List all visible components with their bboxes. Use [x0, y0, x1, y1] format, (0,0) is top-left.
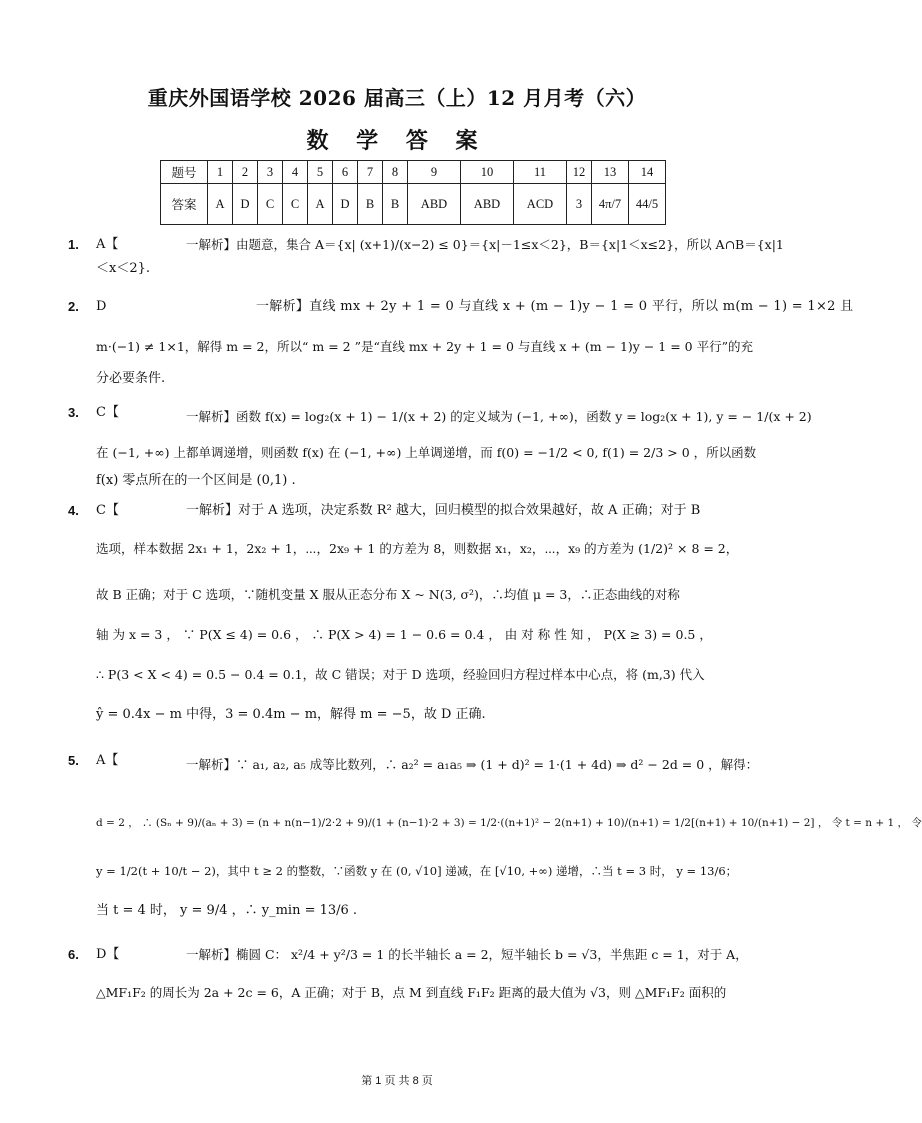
item-answer: A【 [96, 753, 119, 768]
question-number: 1 [208, 161, 233, 184]
question-number: 10 [461, 161, 514, 184]
question-number: 8 [383, 161, 408, 184]
solution-item-3 [68, 402, 812, 492]
question-number: 5 [308, 161, 333, 184]
solution-line: ŷ = 0.4x − m 中得，3 = 0.4m − m，解得 m = −5，故 D 正确. [96, 707, 486, 722]
answer-cell: C [283, 184, 308, 225]
answer-cell: 44/5 [629, 184, 666, 225]
item-answer: C【 [96, 405, 119, 420]
solution-line: d = 2 ， ∴ (Sₙ + 9)/(aₙ + 3) = (n + n(n−1)/2·2 + 9)/(1 + (n−1)·2 + 3) = 1/2·((n+1)² − 2(n+1) + 10)/(n+1) = 1/2[(n+1) + 10/(n+1) − 2] ， 令 t = n + 1 ， 令 [96, 817, 922, 829]
solution-line: 一解析】函数 f(x) = log₂(x + 1) − 1/(x + 2) 的定义域为 (−1, +∞)，函数 y = log₂(x + 1), y = − 1/(x + 2) [186, 409, 812, 424]
solution-line: 一解析】由题意，集合 A＝{x| (x+1)/(x−2) ≤ 0}＝{x|－1≤x＜2}，B＝{x|1＜x≤2}，所以 A∩B＝{x|1 [186, 237, 784, 252]
solution-line: 一解析】∵ a₁, a₂, a₅ 成等比数列，∴ a₂² = a₁a₅ ⇒ (1 + d)² = 1·(1 + 4d) ⇒ d² − 2d = 0 ，解得： [186, 757, 759, 772]
solution-item-1 [68, 234, 784, 284]
page-subtitle: 数 学 答 案 [306, 128, 488, 154]
answer-cell: B [358, 184, 383, 225]
answer-cell: A [208, 184, 233, 225]
answer-cell: D [233, 184, 258, 225]
solution-line: y = 1/2(t + 10/t − 2)，其中 t ≥ 2 的整数，∵函数 y 在 (0, √10] 递减，在 [√10, +∞) 递增，∴当 t = 3 时， y = 13/6； [96, 864, 738, 878]
solution-item-6 [68, 944, 748, 1044]
page-title: 重庆外国语学校 2026 届高三（上）12 月月考（六） [147, 86, 647, 110]
answer-cell: A [308, 184, 333, 225]
answer-table-number-row [161, 161, 666, 184]
item-number: 3. [68, 405, 79, 420]
solution-line: 轴 为 x = 3 ， ∵ P(X ≤ 4) = 0.6 ， ∴ P(X > 4) = 1 − 0.6 = 0.4 ， 由 对 称 性 知 ， P(X ≥ 3) = 0.5 ， [96, 627, 712, 642]
question-number: 4 [283, 161, 308, 184]
item-number: 4. [68, 503, 79, 518]
solution-item-4 [68, 500, 739, 740]
answer-cell: D [333, 184, 358, 225]
item-answer: D [96, 299, 107, 314]
item-number: 2. [68, 299, 79, 314]
answer-table [160, 160, 666, 225]
solution-line: 一解析】椭圆 C： x²/4 + y²/3 = 1 的长半轴长 a = 2，短半轴长 b = √3，半焦距 c = 1，对于 A， [186, 947, 748, 962]
solution-line: 分必要条件. [96, 371, 166, 386]
solution-line: m·(−1) ≠ 1×1，解得 m = 2，所以“ m = 2 ”是“直线 mx + 2y + 1 = 0 与直线 x + (m − 1)y − 1 = 0 平行”的充 [96, 339, 753, 354]
question-number: 11 [514, 161, 567, 184]
solution-line: 当 t = 4 时， y = 9/4 ，∴ y_min = 13/6 . [96, 903, 358, 918]
item-answer: A【 [96, 237, 119, 252]
solution-line: 选项，样本数据 2x₁ + 1，2x₂ + 1，⋯，2x₉ + 1 的方差为 8，则数据 x₁，x₂，⋯，x₉ 的方差为 (1/2)² × 8 = 2， [96, 541, 739, 556]
solution-line: 一解析】直线 mx + 2y + 1 = 0 与直线 x + (m − 1)y − 1 = 0 平行，所以 m(m − 1) = 1×2 且 [256, 299, 854, 314]
answer-cell: 3 [567, 184, 592, 225]
item-answer: C【 [96, 503, 119, 518]
question-number: 3 [258, 161, 283, 184]
solution-line: 故 B 正确；对于 C 选项，∵随机变量 X 服从正态分布 X ~ N(3, σ²)，∴均值 μ = 3，∴正态曲线的对称 [96, 587, 680, 602]
answer-cell: B [383, 184, 408, 225]
solution-line: 一解析】对于 A 选项，决定系数 R² 越大，回归模型的拟合效果越好，故 A 正确；对于 B [186, 503, 701, 518]
solution-line: ∴ P(3 < X < 4) = 0.5 − 0.4 = 0.1，故 C 错误；对于 D 选项，经验回归方程过样本中心点，将 (m,3) 代入 [96, 667, 705, 682]
item-number: 5. [68, 753, 79, 768]
item-number: 1. [68, 237, 79, 252]
solution-item-5 [68, 750, 922, 930]
item-answer: D【 [96, 947, 120, 962]
question-number: 2 [233, 161, 258, 184]
question-number: 12 [567, 161, 592, 184]
solution-line: △MF₁F₂ 的周长为 2a + 2c = 6，A 正确；对于 B，点 M 到直线 F₁F₂ 距离的最大值为 √3，则 △MF₁F₂ 面积的 [96, 985, 727, 1000]
question-number: 9 [408, 161, 461, 184]
answer-table-answer-row [161, 184, 666, 225]
question-number: 6 [333, 161, 358, 184]
answer-cell: 4π/7 [592, 184, 629, 225]
solution-line: ＜x＜2}. [96, 261, 151, 276]
row-label: 题号 [161, 161, 208, 184]
answer-cell: ACD [514, 184, 567, 225]
question-number: 14 [629, 161, 666, 184]
solution-item-2 [68, 296, 854, 396]
question-number: 13 [592, 161, 629, 184]
page-footer: 第 1 页 共 8 页 [361, 1075, 433, 1087]
answer-cell: ABD [461, 184, 514, 225]
item-number: 6. [68, 947, 79, 962]
row-label: 答案 [161, 184, 208, 225]
solution-line: f(x) 零点所在的一个区间是 (0,1) . [96, 473, 296, 488]
answer-cell: ABD [408, 184, 461, 225]
question-number: 7 [358, 161, 383, 184]
answer-cell: C [258, 184, 283, 225]
solution-line: 在 (−1, +∞) 上都单调递增，则函数 f(x) 在 (−1, +∞) 上单调递增，而 f(0) = −1/2 < 0, f(1) = 2/3 > 0 ，所以函数 [96, 445, 757, 460]
